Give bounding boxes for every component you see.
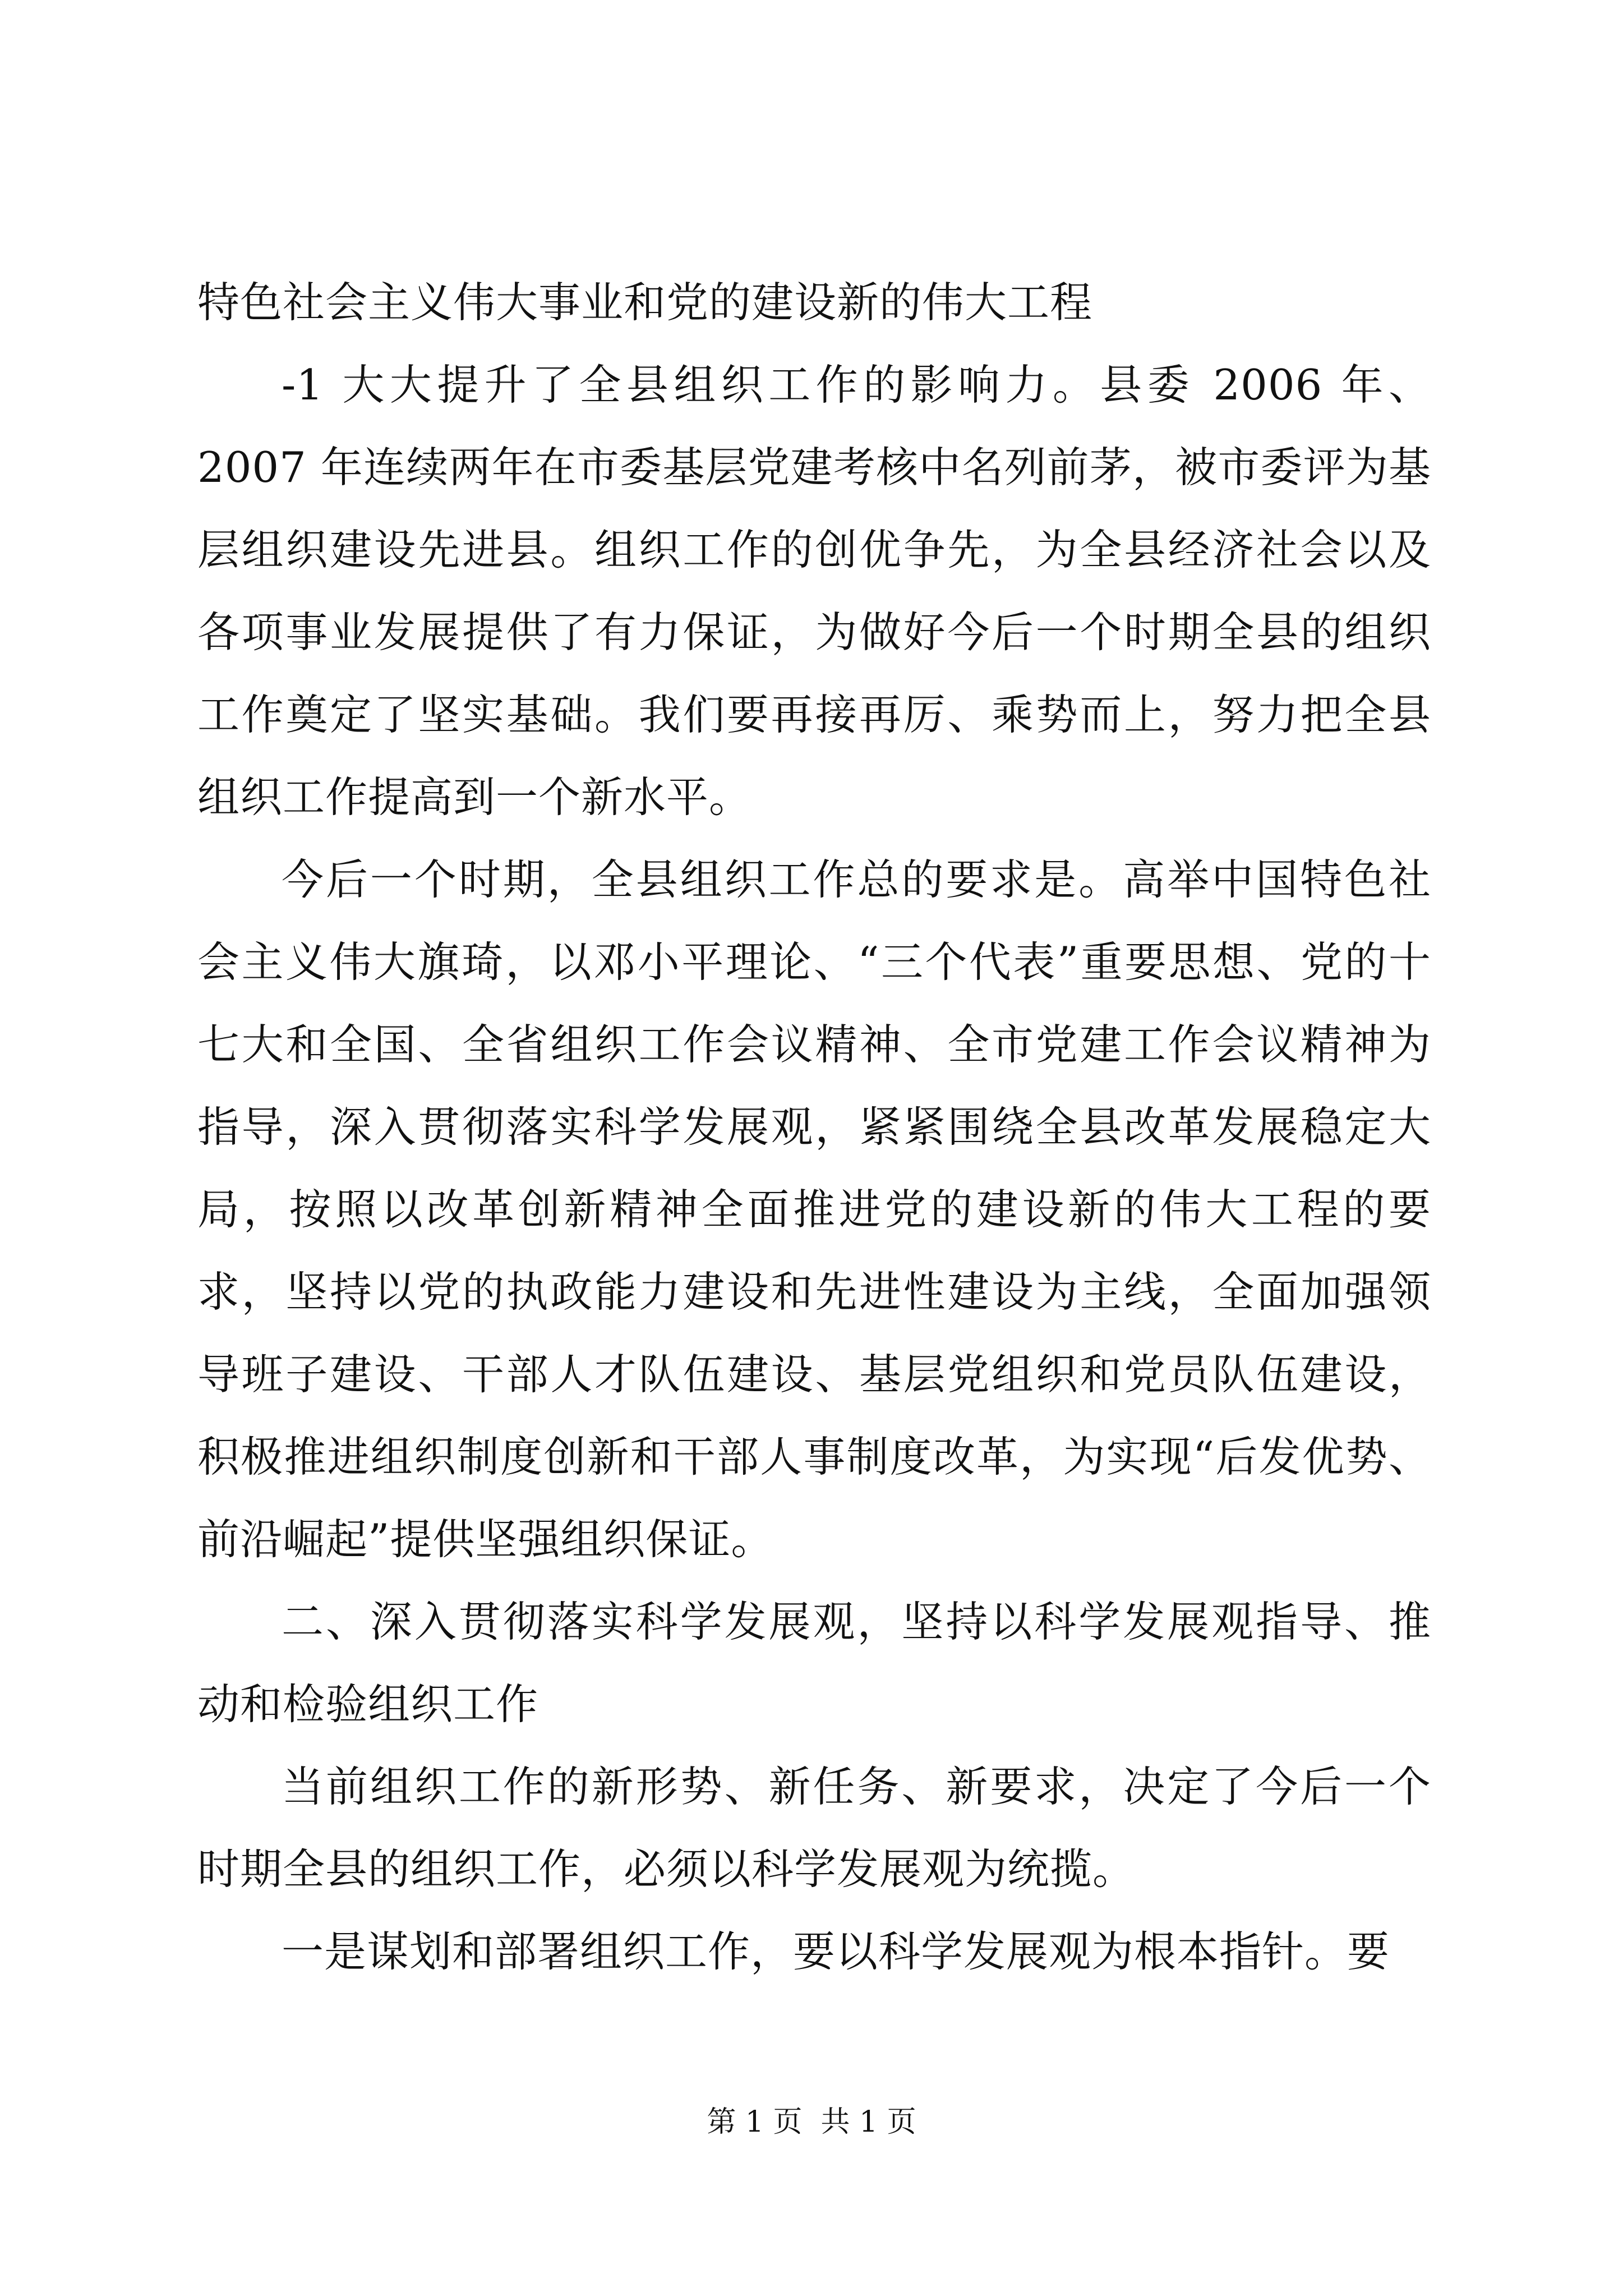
paragraph-6: 一是谋划和部署组织工作，要以科学发展观为根本指针。要 bbox=[282, 1927, 1390, 1976]
paragraph-3: 今后一个时期，全县组织工作总的要求是。高举中国特色社会主义伟大旗琦，以邓小平理论、“三个代表”重要思想、党的十七大和全国、全省组织工作会议精神、全市党建工作会议精神为指导，深入贯彻落实科学发展观，紧紧围绕全县改革发展稳定大局，按照以改革创新精神全面推进党的建设新的伟大工程的要求，坚持以党的执政能力建设和先进性建设为主线，全面加强领导班子建设、干部人才队伍建设、基层党组织和党员队伍建设，积极推进组织制度创新和干部人事制度改革，为实现“后发优势、前沿崛起”提供坚强组织保证。 bbox=[197, 855, 1431, 1564]
paragraph-2: -1 大大提升了全县组织工作的影响力。县委 2006 年、2007 年连续两年在市委基层党建考核中名列前茅，被市委评为基层组织建设先进县。组织工作的创优争先，为全县经济社会以及各项事业发展提供了有力保证，为做好今后一个时期全县的组织工作奠定了坚实基础。我们要再接再厉、乘势而上，努力把全县组织工作提高到一个新水平。 bbox=[197, 360, 1431, 822]
section-heading: 二、深入贯彻落实科学发展观，坚持以科学发展观指导、推动和检验组织工作 bbox=[197, 1597, 1431, 1729]
paragraph-1: 特色社会主义伟大事业和党的建设新的伟大工程 bbox=[197, 278, 1093, 327]
document-body bbox=[197, 261, 1431, 1993]
page-number-footer: 第 1 页 共 1 页 bbox=[707, 2105, 916, 2139]
paragraph-5: 当前组织工作的新形势、新任务、新要求，决定了今后一个时期全县的组织工作，必须以科学发展观为统揽。 bbox=[197, 1762, 1431, 1894]
